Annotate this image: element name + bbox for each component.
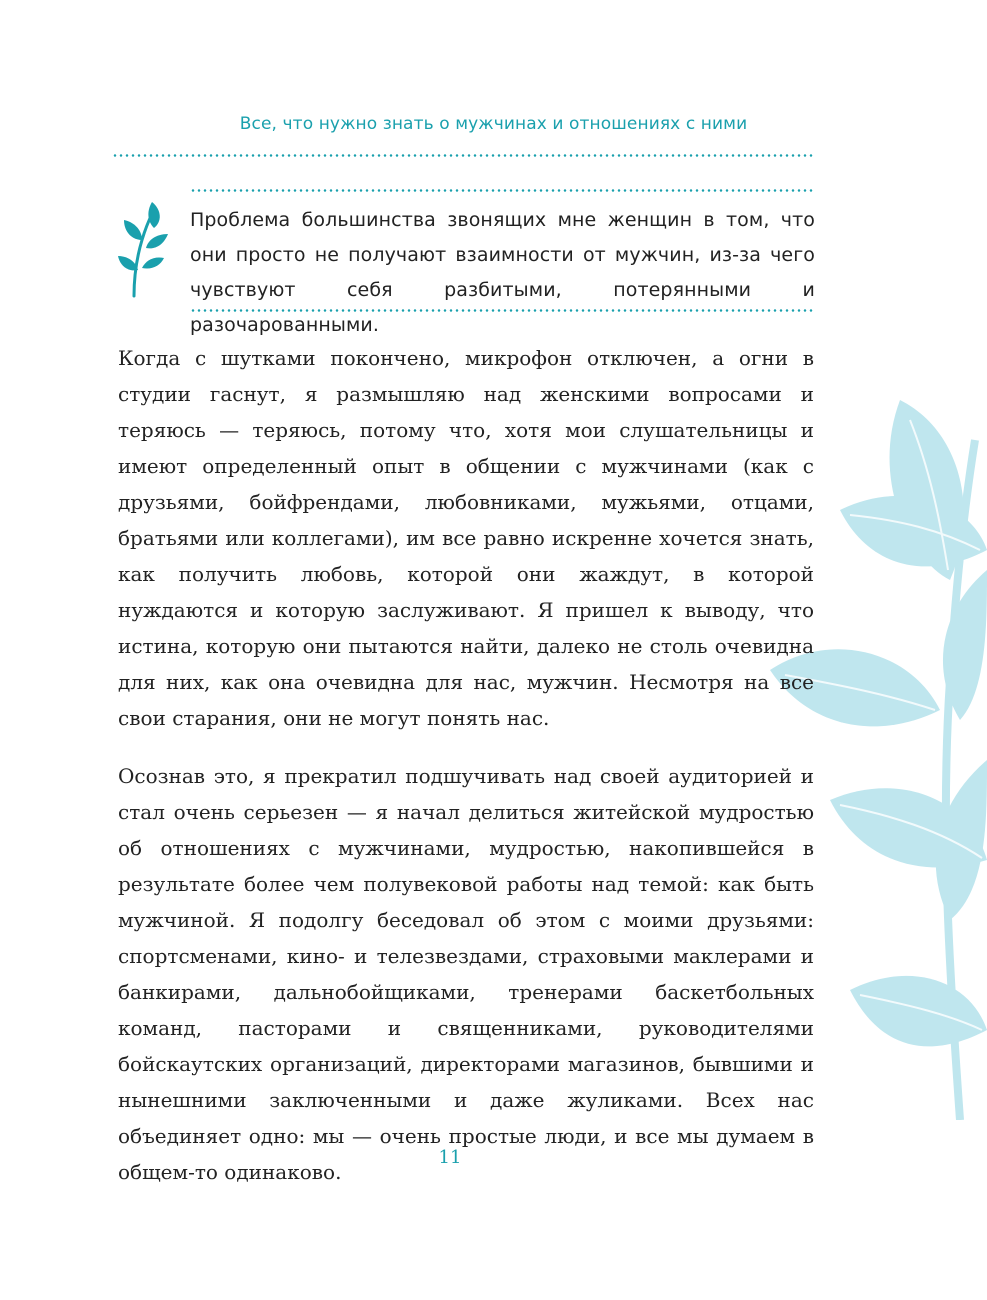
paragraph-1: Когда с шутками покончено, микрофон отключен, а огни в студии гаснут, я размышляю над женскими вопросами и теряюсь — теряюсь, потому что, хотя мои слушательницы и имеют определенный опыт в общении с мужчинами (как с друзьями, бойфрендами, любовниками, мужьями, отцами, братьями или коллегами), им все равно искренне хочется знать, как получить любовь, которой они жаждут, в которой нуждаются и которую заслуживают. Я пришел к выводу, что истина, которую они пытаются найти, далеко не столь очевидна для них, как она очевидна для нас, мужчин. Несмотря на все свои старания, они не могут понять нас. [118,346,814,730]
paragraph-2: Осознав это, я прекратил подшучивать над своей аудиторией и стал очень серьезен — я начал делиться житейской мудростью об отношениях с мужчинами, мудростью, накопившейся в результате более чем полувековой работы над темой: как быть мужчиной. Я подолгу беседовал об этом с моими друзьями: спортсменами, кино- и телезвездами, страховыми маклерами и банкирами, дальнобойщиками, тренерами баскетбольных команд, пасторами и священниками, руководителями бойскаутских организаций, директорами магазинов, бывшими и нынешними заключенными и даже жуликами. Всех нас объединяет одно: мы — очень простые люди, и все мы думаем в общем-то одинаково. [118,764,814,1184]
callout-divider-top [190,189,815,192]
header-divider [112,154,815,157]
page-number: 11 [438,1147,462,1168]
leaf-sprig-icon [112,200,172,298]
main-text [118,340,814,1212]
running-header: Все, что нужно знать о мужчинах и отношениях с ними [239,114,748,134]
callout-text: Проблема большинства звонящих мне женщин в том, что они просто не получают взаимности от мужчин, из-за чего чувствуют себя разбитыми, потерянными и разочарованными. [190,209,815,336]
callout-divider-bottom [190,309,815,312]
callout-quote [190,203,815,343]
